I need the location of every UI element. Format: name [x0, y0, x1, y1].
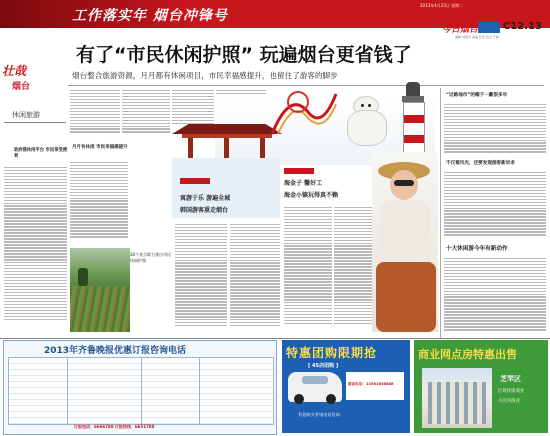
left-story2-title: 月月有休闲 市民幸福感提升 [72, 145, 128, 150]
col2-mid [70, 160, 128, 245]
roller-coaster-illustration [270, 88, 340, 136]
ad-car-bottom: 有意购买者请电话咨询 [298, 412, 340, 417]
col-center-2 [230, 222, 280, 337]
ad-car-price-tag: [ 4S店团购 ] [308, 363, 339, 369]
col2-top [70, 88, 120, 138]
ad-subscription-title: 2013年齐鲁晚报优惠订报咨询电话 [44, 346, 187, 356]
masthead-banner: 工作落实年 烟台冲锋号 [72, 8, 228, 24]
masthead-date: 2013年4月23日 星期二 [420, 3, 464, 8]
subheadline: 烟台整合旅游资源，月月都有休闲项目，市民幸福感提升，也留住了游客的脚步 [72, 71, 338, 80]
ad-subscription-footer: 订报电话：6666788 订报热线：6651788 [74, 424, 155, 429]
polar-bear-illustration [345, 96, 387, 144]
image-caption: 30个景点联合推出市民休闲护照 [130, 252, 172, 263]
right-head2: 不仅看风光，还要发现游客新诉求 [446, 161, 515, 166]
section-logo-line2: 烟台 [12, 82, 31, 92]
ad-car-promo [282, 340, 410, 433]
ads-rule [0, 338, 550, 339]
right-body1 [444, 102, 546, 157]
left-rule [4, 122, 66, 123]
ad-property-label3: 小区内商业 [498, 399, 520, 404]
col-center-3 [284, 205, 332, 337]
subhead-a1: 寓游于乐 游遍全城 [180, 195, 231, 202]
page-code: C12.13 [503, 21, 542, 32]
editor-line: 编辑 刘海杰 美编 张佳 校对 于丽 [455, 35, 499, 39]
subhead-b-marker [284, 168, 314, 174]
ad-property-label1: 芝罘区 [500, 375, 521, 383]
col-center-4 [334, 205, 374, 337]
headline: 有了“市民休闲护照” 玩遍烟台更省钱了 [76, 44, 412, 66]
ad-property [414, 340, 548, 433]
ad-car-contact: 联系电话：13561658888 [348, 382, 394, 386]
subhead-a-marker [180, 178, 210, 184]
ad-subscription-table [8, 357, 274, 425]
paper-name: 今日烟台 [442, 25, 479, 35]
subhead-b2: 海金小镇玩得真不赖 [284, 192, 339, 199]
right-body2 [444, 170, 546, 242]
col-center-1 [175, 222, 227, 337]
right-body3 [444, 256, 546, 338]
ad-car-banner: 特惠团购限期抢 [286, 346, 378, 360]
headline-rule [68, 85, 544, 86]
left-story1-title: 政府搭休闲平台 市民享受便利 [14, 148, 68, 159]
ad-subscription [3, 340, 277, 435]
wheat-field-photo [70, 248, 130, 332]
section-label: 休闲旅游 [12, 111, 40, 119]
section-logo [2, 62, 54, 94]
col3-top [122, 88, 170, 140]
right-col-rule [440, 88, 441, 338]
subhead-b1: 海金子 馨好工 [284, 180, 323, 187]
ad-property-label2: 区域优质商业 [498, 389, 525, 394]
ad-property-banner: 商业网点房特惠出售 [418, 348, 517, 361]
ad-property-building [422, 368, 492, 428]
subhead-a2: 韩国游客重走烟台 [180, 207, 229, 214]
right-head3: 十大休闲游今年有新动作 [446, 246, 508, 252]
left-story1-body [4, 165, 67, 340]
woman-photo [372, 152, 438, 332]
page-code-badge [478, 22, 500, 33]
ad-car-image [288, 372, 342, 402]
ad-car-contact-box [346, 372, 404, 400]
pavilion-illustration [172, 118, 282, 158]
right-head1: “过路地市”的帽子一戴很多年 [446, 93, 508, 98]
section-logo-line1: 壮哉 [2, 64, 27, 78]
